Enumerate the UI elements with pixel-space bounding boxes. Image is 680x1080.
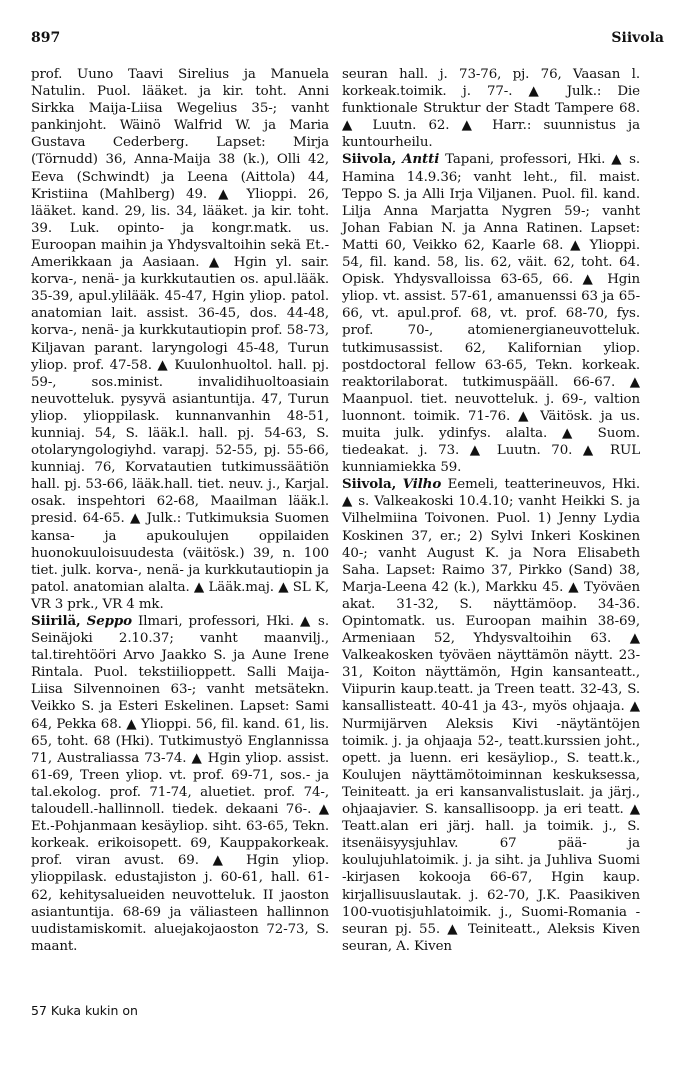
entry-given-name: Antti <box>402 151 440 168</box>
entry-continuation: seuran hall. j. 73-76, pj. 76, Vaasan l. korkeak.toimik. j. 77-. ▲ Julk.: Die funktionale Struktur der Stadt Tampere 68. ▲ Luutn. 62. ▲ Harr.: suunnistus ja kuntourheilu. <box>342 67 640 151</box>
entry-siivola-vilho <box>342 476 640 955</box>
entry-text: Ilmari, professori, Hki. ▲ s. Seinäjoki 2.10.37; vanht maanvilj., tal.tirehtööri Arvo Jaakko S. ja Aune Irene Rintala. Puol. tekstiilioppett. Salli Maija-Liisa Silvennoinen 63-; vanht metsätekn. Veikko S. ja Esteri Eskelinen. Lapset: Sami 64, Pekka 68. ▲ Ylioppi. 56, fil. kand. 61, lis. 65, toht. 68 (Hki). Tutkimustyö Englannissa 71, Australiassa 73-74. ▲ Hgin yliop. assist. 61-69, Treen yliop. vt. prof. 69-71, sos.- ja tal.ekolog. prof. 71-74, aluetiet. prof. 74-, taloudell.-hallinnoll. tiedek. dekaani 76-. ▲ Et.-Pohjanmaan kesäyliop. siht. 63-65, Tekn. korkeak. erikoisopett. 69, Kauppakorkeak. prof. viran avust. 69. ▲ Hgin yliop. ylioppilask. edustajiston j. 60-61, hall. 61-62, kehitysalueiden neuvotteluk. II jaoston asiantuntija. 68-69 ja väliasteen hallinnon uudistamiskomit. aluejakojaoston 72-73, S. maant. <box>31 614 329 954</box>
running-head: Siivola <box>611 30 664 46</box>
entry-siivola-antti <box>342 151 640 476</box>
entry-surname: Siirilä, <box>31 613 81 629</box>
left-column <box>31 66 329 955</box>
entry-continuation: prof. Uuno Taavi Sirelius ja Manuela Natulin. Puol. lääket. ja kir. toht. Anni Sirkka Maija-Liisa Wegelius 35-; vanht pankinjoht. Wäinö Walfrid W. ja Maria Gustava Cederberg. Lapset: Mirja (Törnudd) 36, Anna-Maija 38 (k.), Olli 42, Eeva (Schwindt) ja Leena (Aittola) 44, Kristiina (Mahlberg) 49. ▲ Ylioppi. 26, lääket. kand. 29, lis. 34, lääket. ja kir. toht. 39. Luk. opinto- ja kongr.matk. us. Euroopan maihin ja Yhdysvaltoihin sekä Et.-Amerikkaan ja Aasiaan. ▲ Hgin yl. sair. korva-, nenä- ja kurkkutautien os. apul.lääk. 35-39, apul.ylilääk. 45-47, Hgin yliop. patol. anatomian lait. assist. 36-45, dos. 44-48, korva-, nenä- ja kurkkutautiopin prof. 58-73, Kiljavan parant. laryngologi 45-48, Turun yliop. prof. 47-58. ▲ Kuulonhuoltol. hall. pj. 59-, sos.minist. invalidihuoltoasiain neuvotteluk. pysyvä asiantuntija. 47, Turun yliop. ylioppilask. kunnanvanhin 48-51, kunniaj. 54, S. lääk.l. hall. pj. 54-63, S. otolaryngologiyhd. varapj. 52-55, pj. 55-66, kunniaj. 76, Korvatautien tutkimussäätiön hall. pj. 53-66, lääk.hall. tiet. neuv. j., Karjal. osak. inspehtori 62-68, Maailman lääk.l. presid. 64-65. ▲ Julk.: Tutkimuksia Suomen kansa- ja apukoulujen oppilaiden huonokuuloisuudesta (väitösk.) 39, n. 100 tiet. julk. korva-, nenä- ja kurkkutautiopin ja patol. anatomian alalta. ▲ Lääk.maj. ▲ SL K, VR 3 prk., VR 4 mk. <box>31 67 329 612</box>
entry-surname: Siivola, <box>342 476 397 493</box>
entry-given-name: Vilho <box>402 476 442 493</box>
page-number: 897 <box>31 30 61 46</box>
page-footer: 57 Kuka kukin on <box>31 1003 138 1018</box>
right-column <box>342 66 640 955</box>
entry-text: Eemeli, teatterineuvos, Hki. ▲ s. Valkeakoski 10.4.10; vanht Heikki S. ja Vilhelmiina Toivonen. Puol. 1) Jenny Lydia Koskinen 37, er.; 2) Sylvi Inkeri Koskinen 40-; vanht August K. ja Nora Elisabeth Saha. Lapset: Raimo 37, Pirkko (Sand) 38, Marja-Leena 42 (k.), Markku 45. ▲ Työväen akat. 31-32, S. näyttämöop. 34-36. Opintomatk. us. Euroopan maihin 38-69, Armeniaan 52, Yhdysvaltoihin 63. ▲ Valkeakosken työväen näyttämön näytt. 23-31, Koiton näyttämön, Hgin kansanteatt., Viipurin kaup.teatt. ja Treen teatt. 32-43, S. kansallisteatt. 40-41 ja 43-, myös ohjaaja. ▲ Nurmijärven Aleksis Kivi -näytäntöjen toimik. j. ja ohjaaja 52-, teatt.kurssien joht., opett. ja luenn. eri kesäyliop., S. teatt.k., Koulujen näyttämötoiminnan keskuksessa, Teiniteatt. ja eri kansanvalistuslait. ja järj., ohjaajavier. S. kansallisoopp. ja eri teatt. ▲ Teatt.alan eri järj. hall. ja toimik. j., S. itsenäisyysjuhlav. 67 pää- ja koulujuhlatoimik. j. ja siht. ja Juhliva Suomi -kirjasen kokooja 66-67, Hgin kaup. kirjallisuuslautak. j. 62-70, J.K. Paasikiven 100-vuotisjuhlatoimik. j., Suomi-Romania -seuran pj. 55. ▲ Teiniteatt., Aleksis Kiven seuran, A. Kiven <box>342 477 640 954</box>
entry-surname: Siivola, <box>342 151 397 168</box>
entry-siirila-seppo <box>31 613 329 955</box>
entry-text: Tapani, professori, Hki. ▲ s. Hamina 14.9.36; vanht leht., fil. maist. Teppo S. ja Alli Irja Viljanen. Puol. fil. kand. Lilja Anna Marjatta Nygren 59-; vanht Johan Fabian N. ja Anna Ratinen. Lapset: Matti 60, Veikko 62, Kaarle 68. ▲ Ylioppi. 54, fil. kand. 58, lis. 62, väit. 62, toht. 64. Opisk. Yhdysvalloissa 63-65, 66. ▲ Hgin yliop. vt. assist. 57-61, amanuenssi 63 ja 65-66, vt. apul.prof. 68, vt. prof. 68-70, fys. prof. 70-, atomienergianeuvotteluk. tutkimusassist. 62, Kalifornian yliop. postdoctoral fellow 63-65, Tekn. korkeak. reaktorilaborat. tutkimuspääll. 66-67. ▲ Maanpuol. tiet. neuvotteluk. j. 69-, valtion luonnont. toimik. 71-76. ▲ Väitösk. ja us. muita julk. ydinfys. alalta. ▲ Suom. tiedeakat. j. 73. ▲ Luutn. 70. ▲ RUL kunniamiekka 59. <box>342 152 640 476</box>
entry-given-name: Seppo <box>86 613 132 629</box>
